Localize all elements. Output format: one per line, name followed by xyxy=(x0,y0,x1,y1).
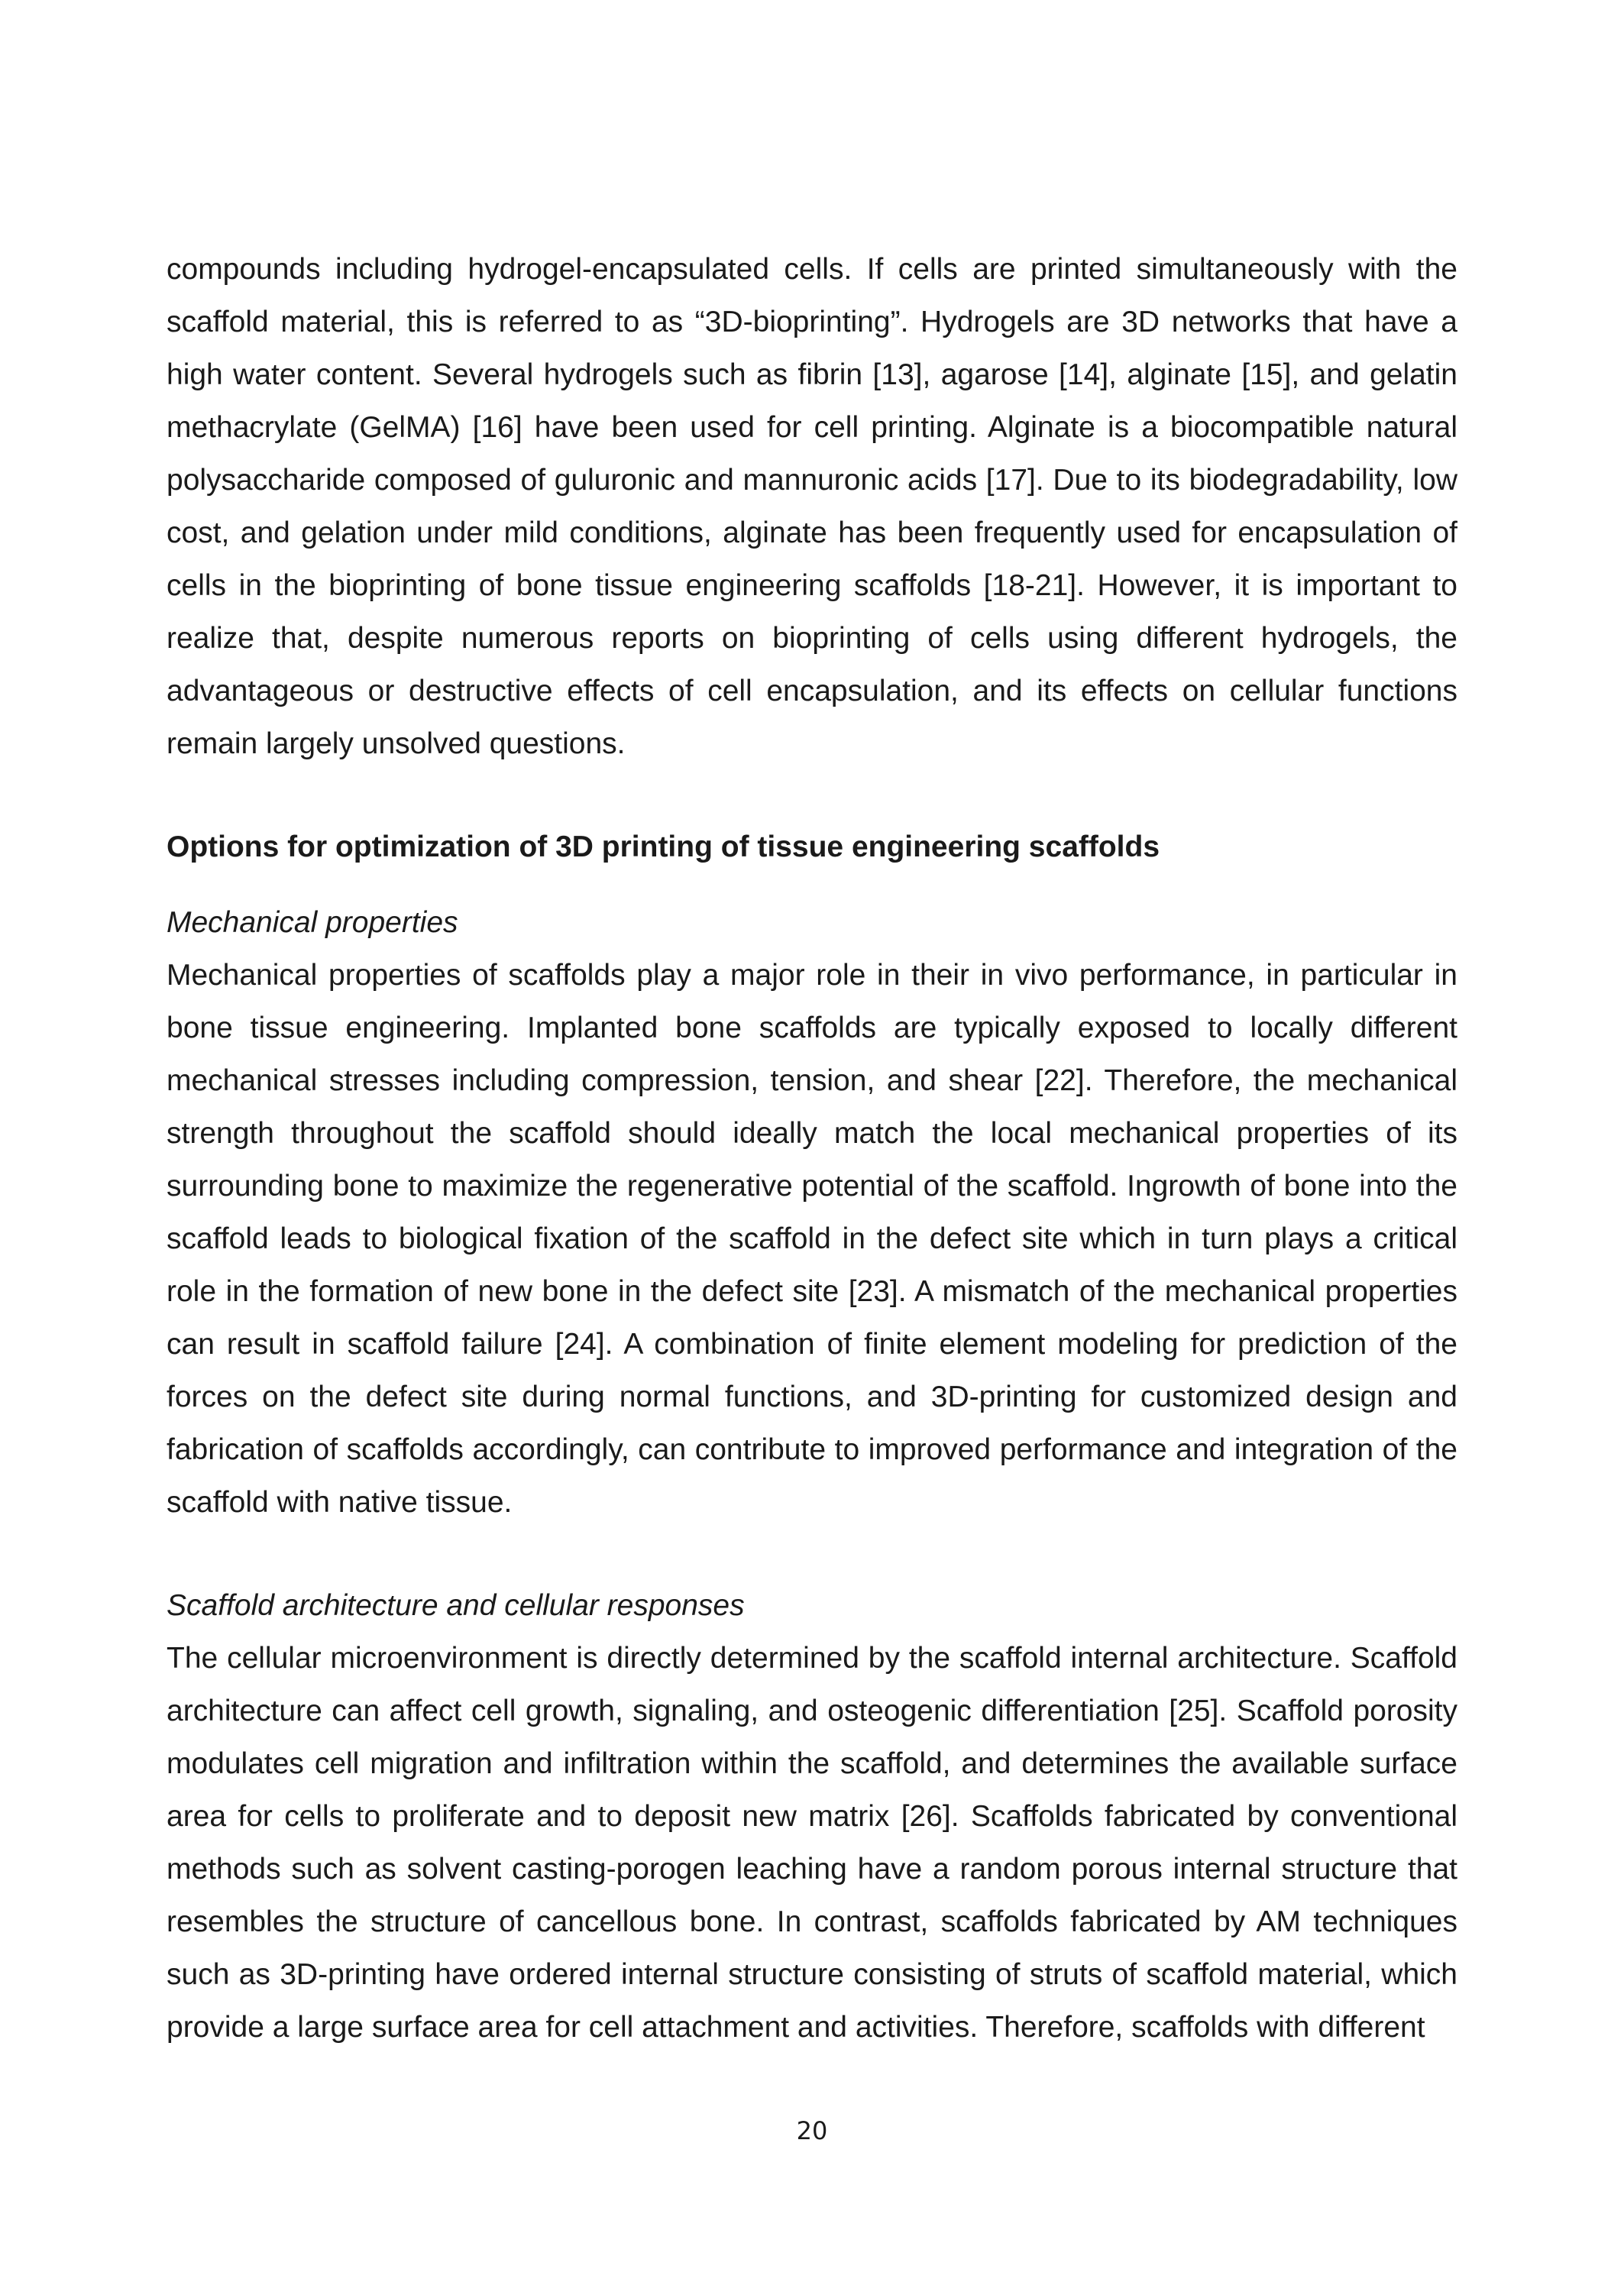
spacer xyxy=(167,873,1457,896)
page-number: 20 xyxy=(796,2116,828,2145)
spacer xyxy=(167,1529,1457,1579)
subheading-mechanical-properties: Mechanical properties xyxy=(167,906,458,939)
spacer xyxy=(167,770,1457,821)
subheading-scaffold-architecture: Scaffold architecture and cellular responses xyxy=(167,1589,745,1622)
page-body xyxy=(167,243,1457,2054)
paragraph-scaffold-architecture: The cellular microenvironment is directly determined by the scaffold internal architecture. Scaffold architecture can affect cell growth, signaling, and osteogenic differentiation [25]. Scaffold porosity modulates cell migration and infiltration within the scaffold, and determines the available surface area for cells to proliferate and to deposit new matrix [26]. Scaffolds fabricated by conventional methods such as solvent casting-porogen leaching have a random porous internal structure that resembles the structure of cancellous bone. In contrast, scaffolds fabricated by AM techniques such as 3D-printing have ordered internal structure consisting of struts of scaffold material, which provide a large surface area for cell attachment and activities. Therefore, scaffolds with different xyxy=(167,1642,1457,2044)
paragraph-mechanical-properties: Mechanical properties of scaffolds play a major role in their in vivo performance, in particular in bone tissue engineering. Implanted bone scaffolds are typically exposed to locally different mechanical stresses including compression, tension, and shear [22]. Therefore, the mechanical strength throughout the scaffold should ideally match the local mechanical properties of its surrounding bone to maximize the regenerative potential of the scaffold. Ingrowth of bone into the scaffold leads to biological fixation of the scaffold in the defect site which in turn plays a critical role in the formation of new bone in the defect site [23]. A mismatch of the mechanical properties can result in scaffold failure [24]. A combination of finite element modeling for prediction of the forces on the defect site during normal functions, and 3D-printing for customized design and fabrication of scaffolds accordingly, can contribute to improved performance and integration of the scaffold with native tissue. xyxy=(167,959,1457,1519)
paragraph-hydrogels: compounds including hydrogel-encapsulated cells. If cells are printed simultaneously with the scaffold material, this is referred to as “3D-bioprinting”. Hydrogels are 3D networks that have a high water content. Several hydrogels such as fibrin [13], agarose [14], alginate [15], and gelatin methacrylate (GelMA) [16] have been used for cell printing. Alginate is a biocompatible natural polysaccharide composed of guluronic and mannuronic acids [17]. Due to its biodegradability, low cost, and gelation under mild conditions, alginate has been frequently used for encapsulation of cells in the bioprinting of bone tissue engineering scaffolds [18-21]. However, it is important to realize that, despite numerous reports on bioprinting of cells using different hydrogels, the advantageous or destructive effects of cell encapsulation, and its effects on cellular functions remain largely unsolved questions. xyxy=(167,253,1457,760)
section-heading: Options for optimization of 3D printing of tissue engineering scaffolds xyxy=(167,830,1160,863)
